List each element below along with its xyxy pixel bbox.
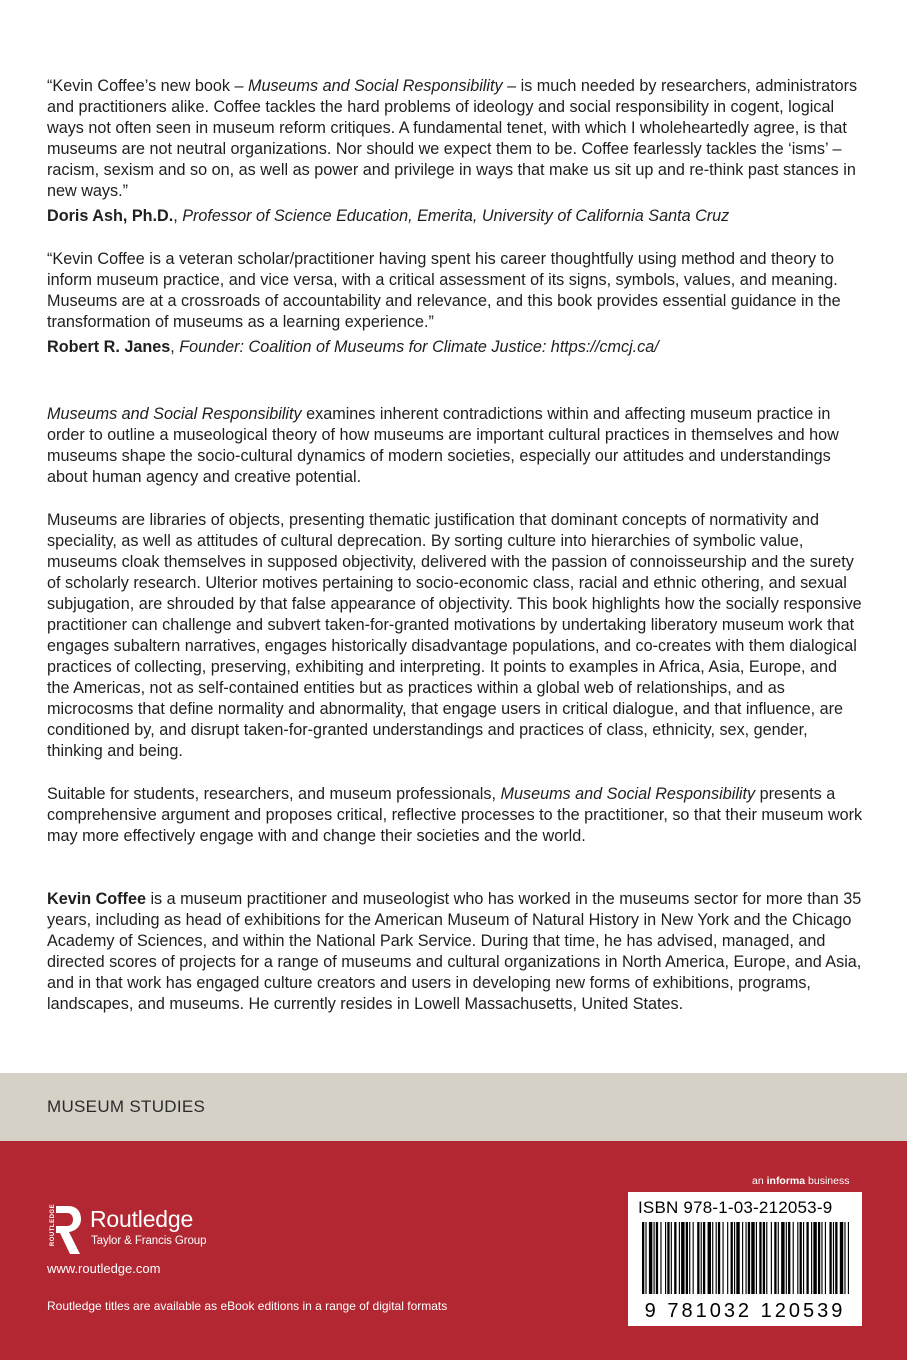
- ebook-note: Routledge titles are available as eBook editions in a range of digital formats: [47, 1299, 448, 1313]
- author-bio: Kevin Coffee is a museum practitioner and museologist who has worked in the museums sector for more than 35 years, including as head of exhibitions for the American Museum of Natural History in New York and the Chicago Academy of Sciences, and within the National Park Service. During that time, he has advised, managed, and directed scores of projects for a range of museums and cultural organizations in North America, Europe, and Asia, and in that work has engaged culture creators and users in developing new forms of exhibitions, programs, landscapes, and museums. He currently resides in Lowell Massachusetts, United States.: [47, 890, 862, 1013]
- subject-label: MUSEUM STUDIES: [47, 1097, 206, 1116]
- endorsement-attribution-1: Doris Ash, Ph.D., Professor of Science Education, Emerita, University of California Santa Cruz: [47, 207, 730, 225]
- barcode-icon: [638, 1222, 854, 1308]
- routledge-logo: [46, 1204, 246, 1254]
- endorsement-attribution-2: Robert R. Janes, Founder: Coalition of Museums for Climate Justice: https://cmcj.ca/: [47, 338, 659, 356]
- description-paragraph-3: Suitable for students, researchers, and museum professionals, Museums and Social Responsibility presents a comprehensive argument and proposes critical, reflective processes to the practitioner, so that their museum work may more effectively engage with and change their societies and the world.: [47, 785, 863, 845]
- isbn-label: ISBN 978-1-03-212053-9: [638, 1198, 833, 1217]
- informa-business-label: an informa business: [752, 1175, 850, 1187]
- publisher-url[interactable]: www.routledge.com: [47, 1261, 161, 1276]
- publisher-footer: [0, 1141, 907, 1360]
- publisher-group: Taylor & Francis Group: [91, 1235, 207, 1247]
- routledge-vertical-wordmark: ROUTLEDGE: [50, 1203, 57, 1247]
- endorsement-quote-2: “Kevin Coffee is a veteran scholar/practitioner having spent his career thoughtfully using method and theory to inform museum practice, and vice versa, with a critical assessment of its signs, symbols, values, and meaning. Museums are at a crossroads of accountability and relevance, and this book provides essential guidance in the transformation of museums as a learning experience.”: [47, 250, 841, 331]
- publisher-name: Routledge: [90, 1206, 194, 1232]
- back-cover-text: [47, 76, 863, 1015]
- endorsement-quote-1: “Kevin Coffee’s new book – Museums and Social Responsibility – is much needed by researchers, administrators and practitioners alike. Coffee tackles the hard problems of ideology and social responsibility in cogent, logical ways not often seen in museum reform critiques. A fundamental tenet, with which I wholeheartedly agree, is that museums are not neutral organizations. Nor should we expect them to be. Coffee fearlessly tackles the ‘isms’ – racism, sexism and so on, as well as power and privilege in ways that make us sit up and re-think past stances in new ways.”: [47, 77, 858, 200]
- description-paragraph-2: Museums are libraries of objects, presenting thematic justification that dominant concepts of normativity and speciality, as well as attitudes of cultural deprecation. By sorting culture into hierarchies of symbolic value, museums cloak themselves in supposed objectivity, delivered with the passion of connoisseurship and the surety of scholarly research. Ulterior motives pertaining to socio-economic class, racial and ethnic othering, and sexual subjugation, are shrouded by that false appearance of objectivity. This book highlights how the socially responsive practitioner can challenge and subvert taken-for-granted motivations by undertaking liberatory museum work that engages subaltern narratives, engages historically disadvantage populations, and co-creates with them dialogical practices of collecting, preserving, exhibiting and interpreting. It points to examples in Africa, Asia, Europe, and the Americas, not as self-contained entities but as practices within a global web of relationships, and as microcosms that define normality and abnormality, that engage users in critical dialogue, and that influence, are conditioned by, and disrupt taken-for-granted understandings and practices of class, ethnicity, sex, gender, thinking and being.: [47, 511, 862, 760]
- isbn-barcode-block: [628, 1192, 862, 1326]
- subject-band: [0, 1073, 907, 1141]
- description-paragraph-1: Museums and Social Responsibility examines inherent contradictions within and affecting museum practice in order to outline a museological theory of how museums are important cultural practices in themselves and how museums shape the socio-cultural dynamics of modern societies, especially our attitudes and understandings about human agency and creative potential.: [47, 405, 839, 486]
- ean-digits: 9 781032 120539: [644, 1300, 846, 1322]
